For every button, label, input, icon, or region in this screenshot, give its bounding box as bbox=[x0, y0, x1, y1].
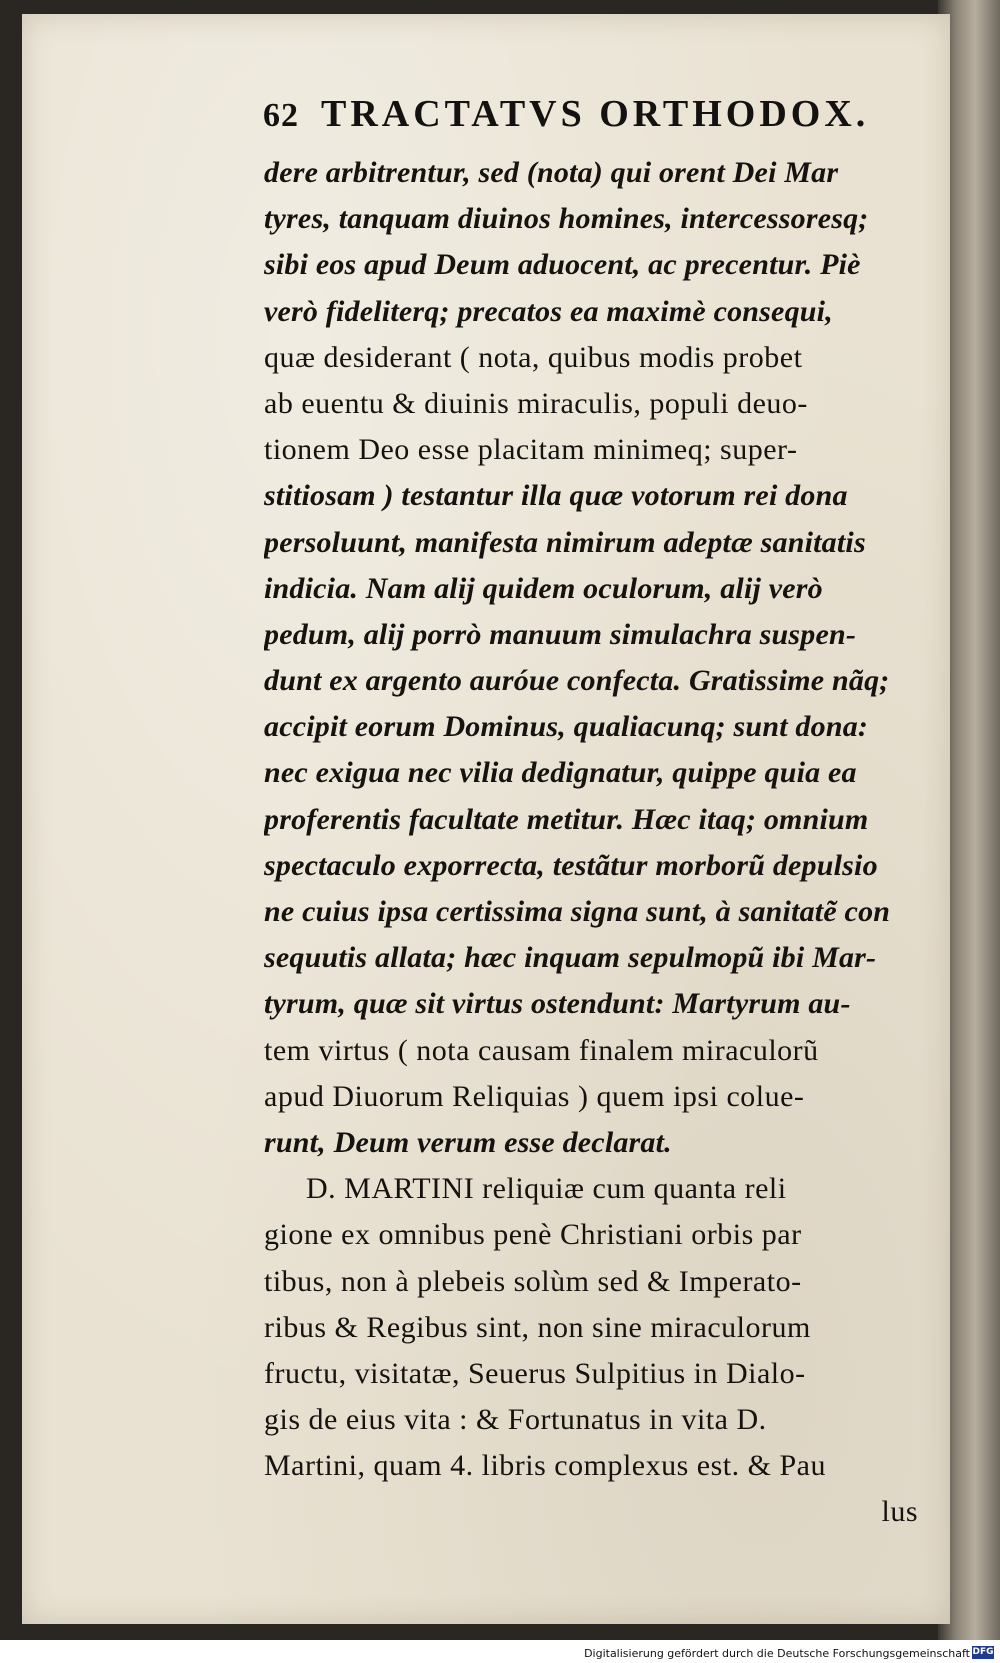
text-line: ne cuius ipsa certissima signa sunt, à sanitatẽ con bbox=[264, 895, 891, 928]
running-head: TRACTATVS ORTHODOX. bbox=[321, 93, 870, 135]
text-line: dere arbitrentur, sed (nota) qui orent Dei Mar bbox=[264, 156, 839, 189]
text-line: quæ desiderant ( nota, quibus modis probet bbox=[264, 340, 803, 374]
text-line: gione ex omnibus penè Christiani orbis par bbox=[264, 1218, 802, 1252]
text-line: stitiosam ) testantur illa quæ votorum rei dona bbox=[264, 479, 848, 513]
text-line: ab euentu & diuinis miraculis, populi deuo- bbox=[264, 386, 808, 420]
text-line: dunt ex argento auróue confecta. Gratissime nãq; bbox=[264, 664, 890, 698]
text-line: lus bbox=[881, 1495, 918, 1529]
text-line: gis de eius vita : & Fortunatus in vita D. bbox=[264, 1403, 767, 1437]
text-line: proferentis facultate metitur. Hæc itaq; omnium bbox=[264, 802, 869, 836]
text-line: apud Diuorum Reliquias ) quem ipsi colue- bbox=[264, 1079, 805, 1113]
text-line: Martini, quam 4. libris complexus est. & Pau bbox=[264, 1449, 826, 1483]
text-line: tyrum, quæ sit virtus ostendunt: Martyrum au- bbox=[264, 987, 851, 1021]
text-line: indicia. Nam alij quidem oculorum, alij verò bbox=[264, 571, 823, 605]
text-line: runt, Deum verum esse declarat. bbox=[264, 1125, 672, 1159]
text-line: sequutis allata; hæc inquam sepulторũ ibi Mar- bbox=[264, 941, 877, 975]
text-line: spectaculo exporrecta, testãtur morborũ depulsio bbox=[264, 848, 878, 882]
text-line: tem virtus ( nota causam finalem miraculorũ bbox=[264, 1033, 819, 1067]
text-line: pedum, alij porrò manuum simulachra suspen- bbox=[264, 617, 857, 651]
page-header bbox=[263, 92, 923, 148]
text-line: accipit eorum Dominus, qualiacunq; sunt dona: bbox=[264, 710, 869, 744]
text-line: tibus, non à plebeis solùm sed & Imperato- bbox=[264, 1264, 802, 1298]
text-line: persoluunt, manifesta nimirum adeptæ sanitatis bbox=[264, 525, 866, 559]
dfg-logo: DFG bbox=[972, 1647, 994, 1657]
page-number: 62 bbox=[263, 97, 299, 134]
text-line: tyres, tanquam diuinos homines, intercessoresq; bbox=[264, 202, 869, 236]
text-line: nec exigua nec vilia dedignatur, quippe quia ea bbox=[264, 756, 857, 790]
text-line: verò fideliterq; precatos ea maximè consequi, bbox=[264, 294, 833, 328]
text-line: tionem Deo esse placitam minimeq; super- bbox=[264, 433, 798, 467]
text-line: ribus & Regibus sint, non sine miraculorum bbox=[264, 1310, 811, 1344]
text-line: sibi eos apud Deum aduocent, ac precentur. Piè bbox=[264, 248, 861, 282]
body-text bbox=[264, 150, 924, 1536]
text-line: D. MARTINI reliquiæ cum quanta reli bbox=[306, 1172, 787, 1206]
footer-credit: Digitalisierung gefördert durch die Deutsche Forschungsgemeinschaft bbox=[584, 1647, 970, 1660]
text-line: fructu, visitatæ, Seuerus Sulpitius in Dialo- bbox=[264, 1356, 806, 1390]
